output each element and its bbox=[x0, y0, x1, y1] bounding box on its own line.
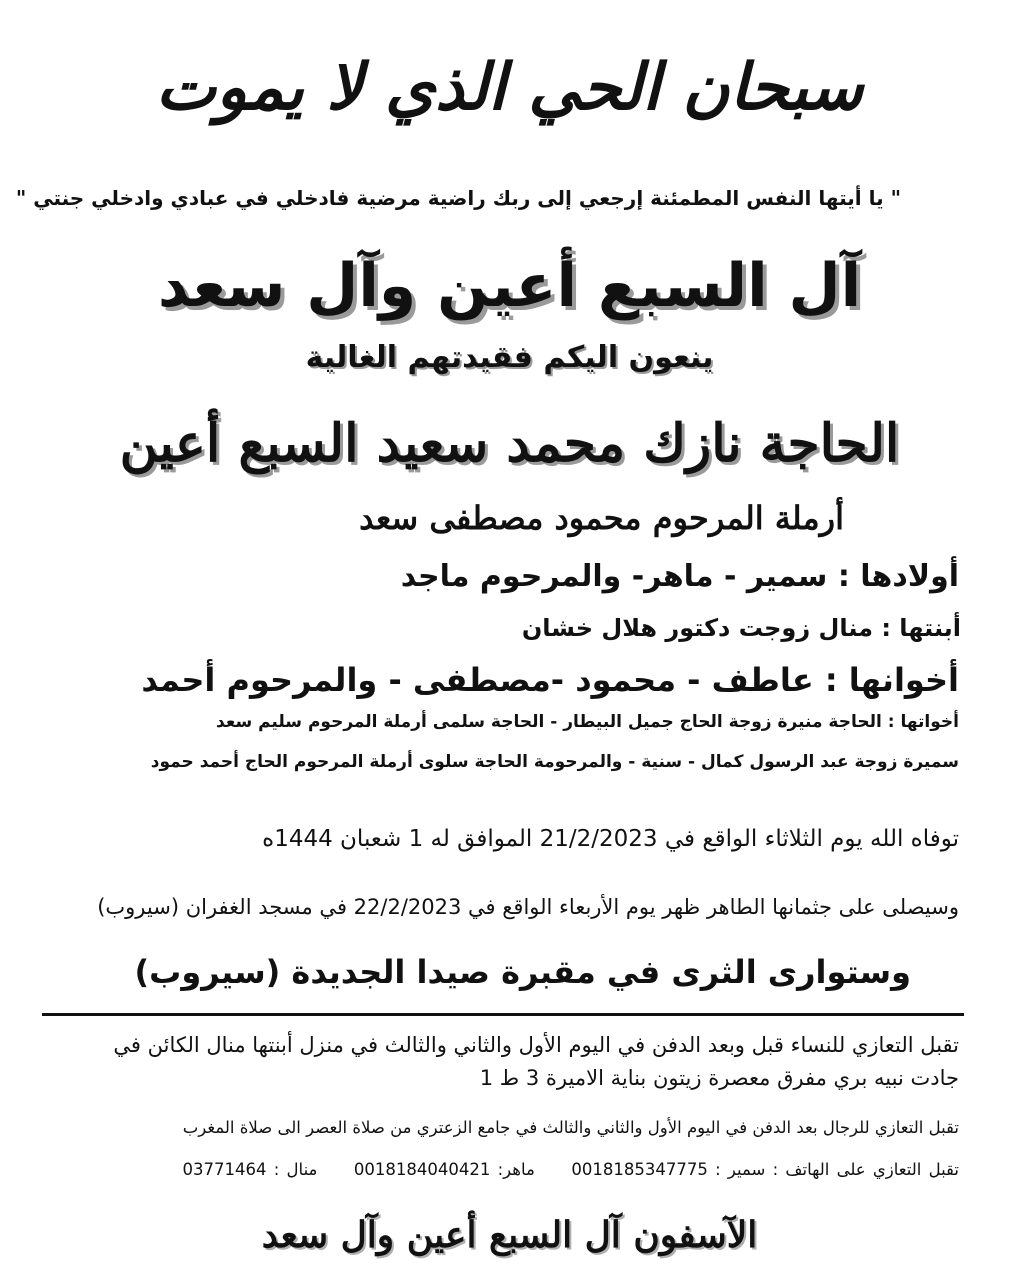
women-condolences-line-1: تقبل التعازي للنساء قبل وبعد الدفن في اليوم الأول والثاني والثالث في منزل أبنتها منال الكائن في bbox=[113, 1033, 959, 1057]
families-title: آل السبع أعين وآل سعد bbox=[157, 251, 862, 321]
phone-number-maher: 0018184040421 bbox=[353, 1160, 491, 1179]
header-calligraphy: سبحان الحي الذي لا يموت bbox=[155, 50, 864, 125]
widow-of-line: أرملة المرحوم محمود مصطفى سعد bbox=[359, 499, 844, 537]
deceased-name: الحاجة نازك محمد سعيد السبع أعين bbox=[119, 413, 900, 474]
phone-number-manal: 03771464 bbox=[182, 1160, 267, 1179]
quran-verse: " يا أيتها النفس المطمئنة إرجعي إلى ربك راضية مرضية فادخلي في عبادي وادخلي جنتي " bbox=[15, 186, 901, 210]
sisters-line-2: سميرة زوجة عبد الرسول كمال - سنية - والمرحومة الحاجة سلوى أرملة المرحوم الحاج أحمد حمود bbox=[150, 752, 959, 772]
mourners-footer: الآسفون آل السبع أعين وآل سعد bbox=[261, 1214, 758, 1256]
men-condolences-line: تقبل التعازي للرجال بعد الدفن في اليوم الأول والثاني والثالث في جامع الزعتري من صلاة العصر الى صلاة المغرب bbox=[182, 1118, 959, 1137]
announcement-text: ينعون اليكم فقيدتهم الغالية bbox=[305, 340, 714, 375]
death-date-line: توفاه الله يوم الثلاثاء الواقع في 21/2/2023 الموافق له 1 شعبان 1444ه bbox=[262, 826, 959, 852]
phone-condolences-line bbox=[183, 1150, 959, 1190]
phone-name-manal: منال : bbox=[273, 1160, 318, 1179]
phone-number-samir: 0018185347775 bbox=[571, 1160, 708, 1179]
section-divider bbox=[42, 1013, 964, 1016]
sons-line: أولادها : سمير - ماهر- والمرحوم ماجد bbox=[400, 559, 959, 594]
women-condolences-line-2: جادت نبيه بري مفرق معصرة زيتون بناية الاميرة 3 ط 1 bbox=[479, 1066, 959, 1090]
funeral-prayer-line: وسيصلى على جثمانها الطاهر ظهر يوم الأربعاء الواقع في 22/2/2023 في مسجد الغفران (سيروب) bbox=[97, 895, 959, 919]
phone-name-samir: سمير : bbox=[715, 1160, 766, 1179]
burial-line: وستوارى الثرى في مقبرة صيدا الجديدة (سيروب) bbox=[134, 953, 911, 991]
phones-label: تقبل التعازي على الهاتف : bbox=[772, 1160, 959, 1179]
brothers-line: أخوانها : عاطف - محمود -مصطفى - والمرحوم أحمد bbox=[141, 661, 959, 699]
daughter-line: أبنتها : منال زوجت دكتور هلال خشان bbox=[521, 614, 961, 642]
sisters-line-1: أخواتها : الحاجة منيرة زوجة الحاج جميل البيطار - الحاجة سلمى أرملة المرحوم سليم سعد bbox=[216, 712, 959, 732]
phone-name-maher: ماهر: bbox=[497, 1160, 535, 1179]
